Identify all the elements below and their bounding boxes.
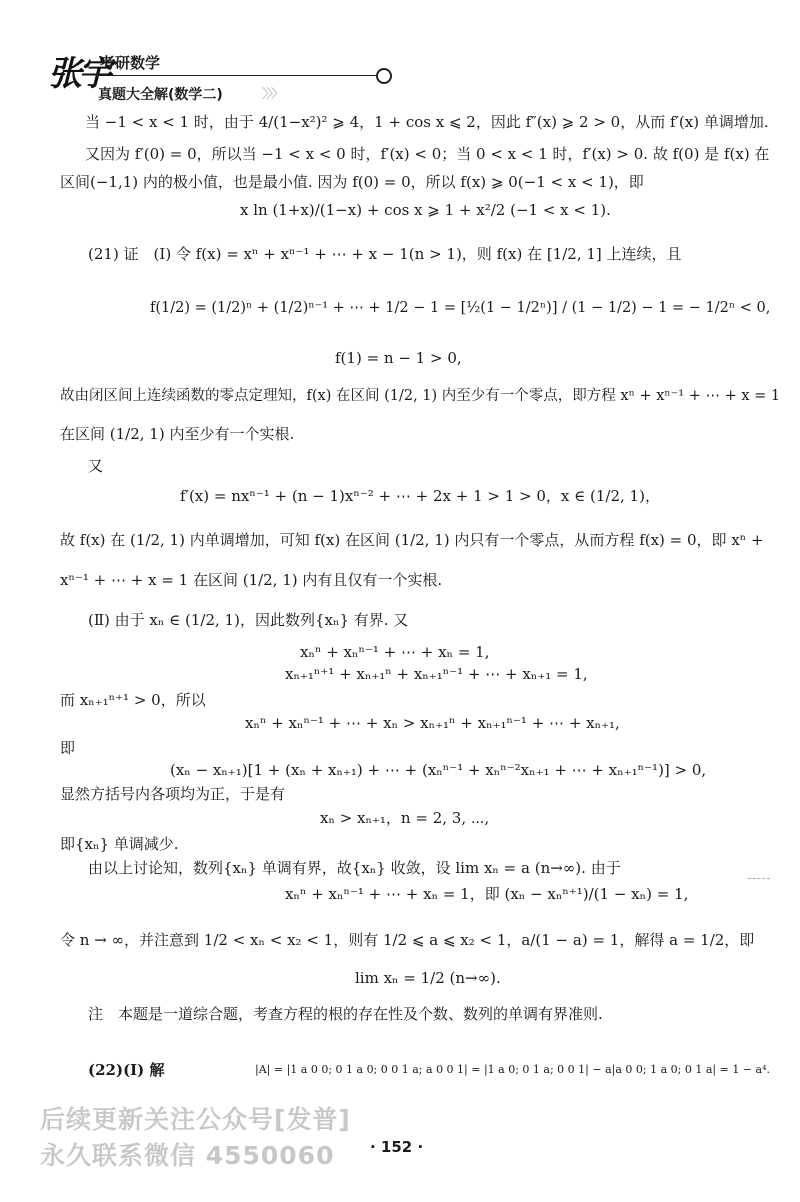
text-line: 显然方括号内各项均为正，于是有 <box>60 785 286 803</box>
header-rule <box>96 75 376 76</box>
formula-line: f(1) = n − 1 > 0, <box>335 349 462 367</box>
proof-21-heading: (21) 证 (Ⅰ) 令 f(x) = xⁿ + xⁿ⁻¹ + ⋯ + x − 1(n > 1)，则 f(x) 在 [1/2, 1] 上连续，且 <box>88 245 682 263</box>
scan-artifact <box>748 878 770 883</box>
book-series-title: 考研数学 <box>100 54 161 72</box>
page-number: · 152 · <box>370 1138 424 1156</box>
formula-line: f(1/2) = (1/2)ⁿ + (1/2)ⁿ⁻¹ + ⋯ + 1/2 − 1 = [½(1 − 1/2ⁿ)] / (1 − 1/2) − 1 = − 1/2ⁿ < 0, <box>150 300 771 316</box>
header-circle-ornament <box>376 68 392 84</box>
text-line: 即{xₙ} 单调减少. <box>60 835 179 853</box>
text-line: 而 xₙ₊₁ⁿ⁺¹ > 0，所以 <box>60 691 206 709</box>
text-line: 即 <box>60 739 76 757</box>
watermark-line-1: 后续更新关注公众号[发普] <box>40 1105 351 1134</box>
note-line: 注 本题是一道综合题，考查方程的根的存在性及个数、数列的单调有界准则. <box>88 1005 603 1023</box>
solution-22-heading: (22)(Ⅰ) 解 <box>88 1061 165 1079</box>
formula-line: xₙⁿ + xₙⁿ⁻¹ + ⋯ + xₙ = 1, <box>300 643 490 661</box>
text-line: 故由闭区间上连续函数的零点定理知，f(x) 在区间 (1/2, 1) 内至少有一个零点，即方程 xⁿ + xⁿ⁻¹ + ⋯ + x = 1 <box>60 388 781 404</box>
formula-line: xₙⁿ + xₙⁿ⁻¹ + ⋯ + xₙ > xₙ₊₁ⁿ + xₙ₊₁ⁿ⁻¹ + ⋯ + xₙ₊₁, <box>245 714 620 732</box>
determinant-formula: |A| = |1 a 0 0; 0 1 a 0; 0 0 1 a; a 0 0 1| = |1 a 0; 0 1 a; 0 0 1| − a|a 0 0; 1 a 0; 0 1 a| = 1 − a⁴. <box>255 1063 770 1076</box>
text-line: 故 f(x) 在 (1/2, 1) 内单调增加，可知 f(x) 在区间 (1/2, 1) 内只有一个零点，从而方程 f(x) = 0，即 xⁿ + <box>60 531 764 549</box>
formula-line: xₙⁿ + xₙⁿ⁻¹ + ⋯ + xₙ = 1，即 (xₙ − xₙⁿ⁺¹)/(1 − xₙ) = 1, <box>285 885 689 903</box>
text-line: 又因为 f′(0) = 0，所以当 −1 < x < 0 时，f′(x) < 0；当 0 < x < 1 时，f′(x) > 0. 故 f(0) 是 f(x) 在 <box>85 145 770 163</box>
text-line: 当 −1 < x < 1 时，由于 4/(1−x²)² ⩾ 4，1 + cos x ⩽ 2，因此 f″(x) ⩾ 2 > 0，从而 f′(x) 单调增加. <box>85 113 769 131</box>
text-line: xⁿ⁻¹ + ⋯ + x = 1 在区间 (1/2, 1) 内有且仅有一个实根. <box>60 571 443 589</box>
formula-line: (xₙ − xₙ₊₁)[1 + (xₙ + xₙ₊₁) + ⋯ + (xₙⁿ⁻¹ + xₙⁿ⁻²xₙ₊₁ + ⋯ + xₙ₊₁ⁿ⁻¹)] > 0, <box>170 761 707 779</box>
book-subtitle: 真题大全解(数学二) <box>98 87 223 103</box>
text-line: 由以上讨论知，数列{xₙ} 单调有界，故{xₙ} 收敛，设 lim xₙ = a (n→∞). 由于 <box>88 859 621 877</box>
author-logo: 张宇 <box>48 54 108 94</box>
text-line: 令 n → ∞，并注意到 1/2 < xₙ < x₂ < 1，则有 1/2 ⩽ a ⩽ x₂ < 1，a/(1 − a) = 1，解得 a = 1/2，即 <box>60 931 755 949</box>
formula-line: xₙ₊₁ⁿ⁺¹ + xₙ₊₁ⁿ + xₙ₊₁ⁿ⁻¹ + ⋯ + xₙ₊₁ = 1, <box>285 665 588 683</box>
text-line: 在区间 (1/2, 1) 内至少有一个实根. <box>60 425 295 443</box>
formula-line: xₙ > xₙ₊₁，n = 2, 3, ⋯, <box>320 809 490 827</box>
formula-line: lim xₙ = 1/2 (n→∞). <box>355 969 501 987</box>
text-line: 区间(−1,1) 内的极小值，也是最小值. 因为 f(0) = 0，所以 f(x) ⩾ 0(−1 < x < 1)，即 <box>60 173 644 191</box>
formula-line: x ln (1+x)/(1−x) + cos x ⩾ 1 + x²/2 (−1 < x < 1). <box>240 201 611 219</box>
formula-line: f′(x) = nxⁿ⁻¹ + (n − 1)xⁿ⁻² + ⋯ + 2x + 1 > 1 > 0，x ∈ (1/2, 1)， <box>180 487 660 505</box>
part-2-heading: (Ⅱ) 由于 xₙ ∈ (1/2, 1)，因此数列{xₙ} 有界. 又 <box>88 611 409 629</box>
chevron-right-icon: 〉〉〉 <box>262 87 283 102</box>
text-line: 又 <box>88 457 104 475</box>
watermark-line-2: 永久联系微信 4550060 <box>40 1141 335 1170</box>
